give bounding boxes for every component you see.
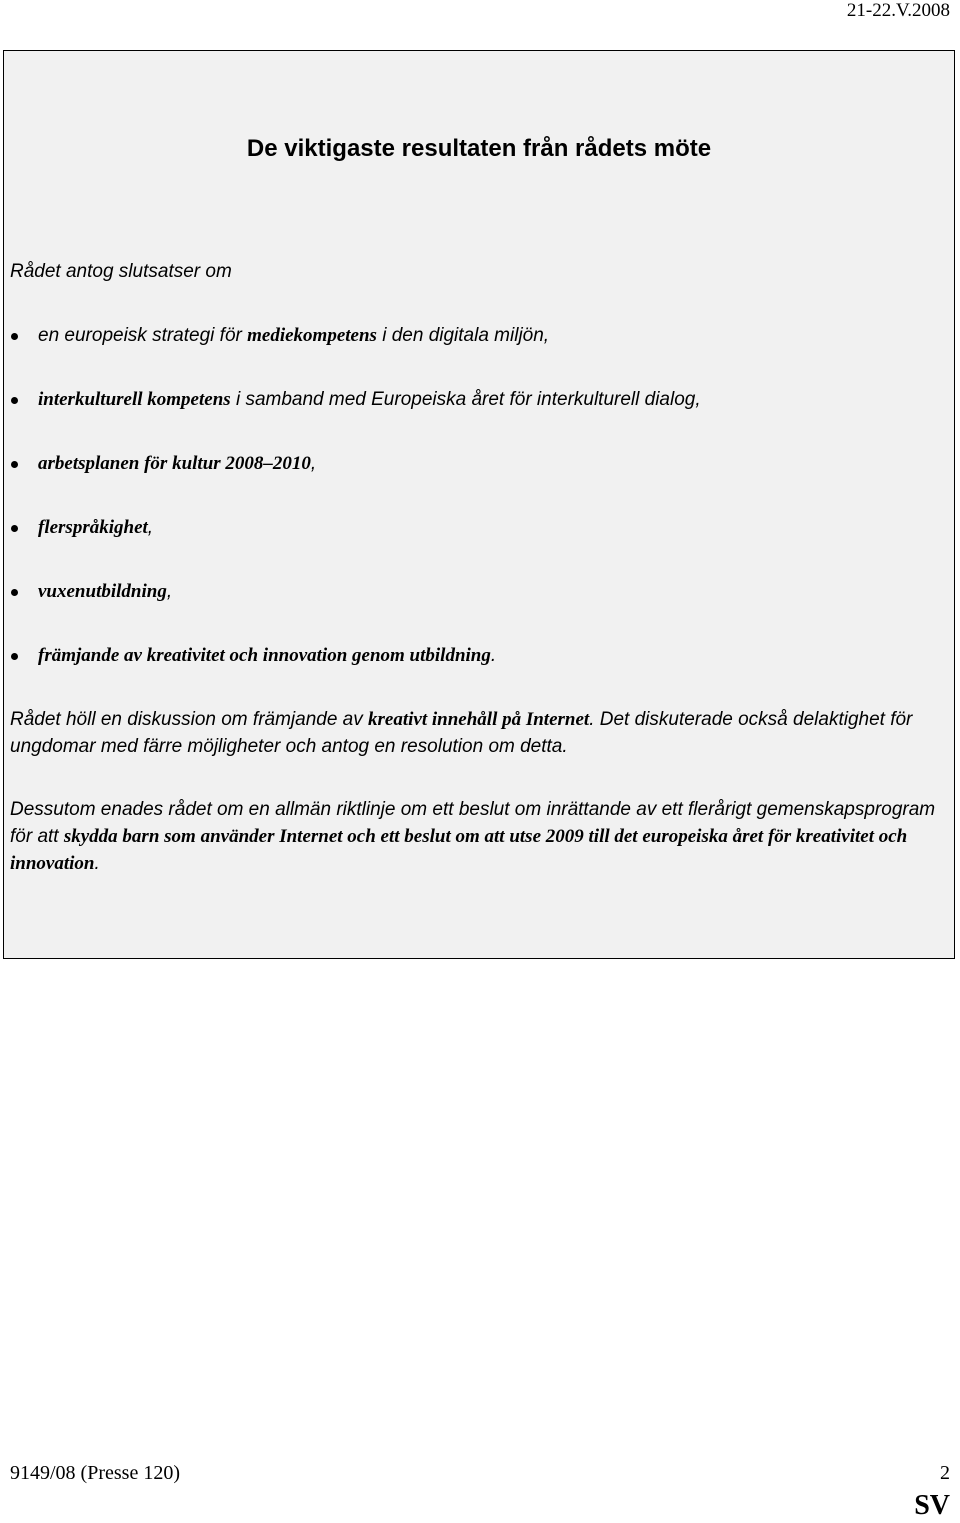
paragraph-pre: Dessutom enades rådet om en allmän riktlinje om ett beslut om inrättande av ett flerårigt gemenskapsprogram för att bbox=[10, 799, 936, 847]
list-item-post: , bbox=[147, 517, 154, 538]
list-item-post: . bbox=[490, 645, 497, 666]
box-title: De viktigaste resultaten från rådets möte bbox=[246, 135, 712, 162]
list-item-post: , bbox=[310, 453, 317, 474]
list-item-bold: arbetsplanen för kultur 2008–2010 bbox=[38, 453, 311, 474]
list-item-post: i den digitala miljön, bbox=[376, 325, 550, 346]
intro-text: Rådet antog slutsatser om bbox=[10, 261, 232, 282]
list-item-bold: främjande av kreativitet och innovation genom utbildning bbox=[38, 645, 491, 666]
bullet-icon bbox=[11, 397, 18, 404]
list-item-post: , bbox=[166, 581, 173, 602]
bullet-icon bbox=[11, 333, 18, 340]
list-item-bold: interkulturell kompetens bbox=[38, 389, 231, 410]
list-item-bold: vuxenutbildning bbox=[38, 581, 167, 602]
list-item-bold: flerspråkighet bbox=[38, 517, 148, 538]
page-number: 2 bbox=[940, 1462, 950, 1484]
list-item-post: i samband med Europeiska året för interkulturell dialog, bbox=[230, 389, 701, 410]
paragraph-bold: kreativt innehåll på Internet bbox=[368, 709, 590, 730]
paragraph-internet-content bbox=[10, 706, 950, 760]
language-code: SV bbox=[914, 1490, 950, 1521]
paragraph-post: . Det diskuterade också delaktighet för ungdomar med färre möjligheter och antog en resolution om detta. bbox=[10, 709, 913, 757]
paragraph-post: . bbox=[94, 853, 100, 874]
bullet-icon bbox=[11, 525, 18, 532]
document-date: 21-22.V.2008 bbox=[846, 0, 950, 21]
paragraph-bold: skydda barn som använder Internet och ett beslut om att utse 2009 till det europeiska året för kreativitet och innovation bbox=[10, 826, 908, 874]
bullet-icon bbox=[11, 653, 18, 660]
paragraph-child-protection bbox=[10, 796, 950, 877]
list-item bbox=[4, 645, 701, 709]
paragraph-pre: Rådet höll en diskussion om främjande av bbox=[10, 709, 369, 730]
list-item-bold: mediekompetens bbox=[247, 325, 377, 346]
list-item-pre: en europeisk strategi för bbox=[38, 325, 248, 346]
document-reference: 9149/08 (Presse 120) bbox=[10, 1462, 180, 1484]
list-item bbox=[4, 581, 701, 645]
list-item bbox=[4, 453, 701, 517]
summary-box bbox=[3, 50, 955, 959]
bullet-icon bbox=[11, 589, 18, 596]
conclusions-list bbox=[4, 325, 701, 709]
bullet-icon bbox=[11, 461, 18, 468]
list-item bbox=[4, 389, 701, 453]
list-item bbox=[4, 517, 701, 581]
list-item bbox=[4, 325, 701, 389]
